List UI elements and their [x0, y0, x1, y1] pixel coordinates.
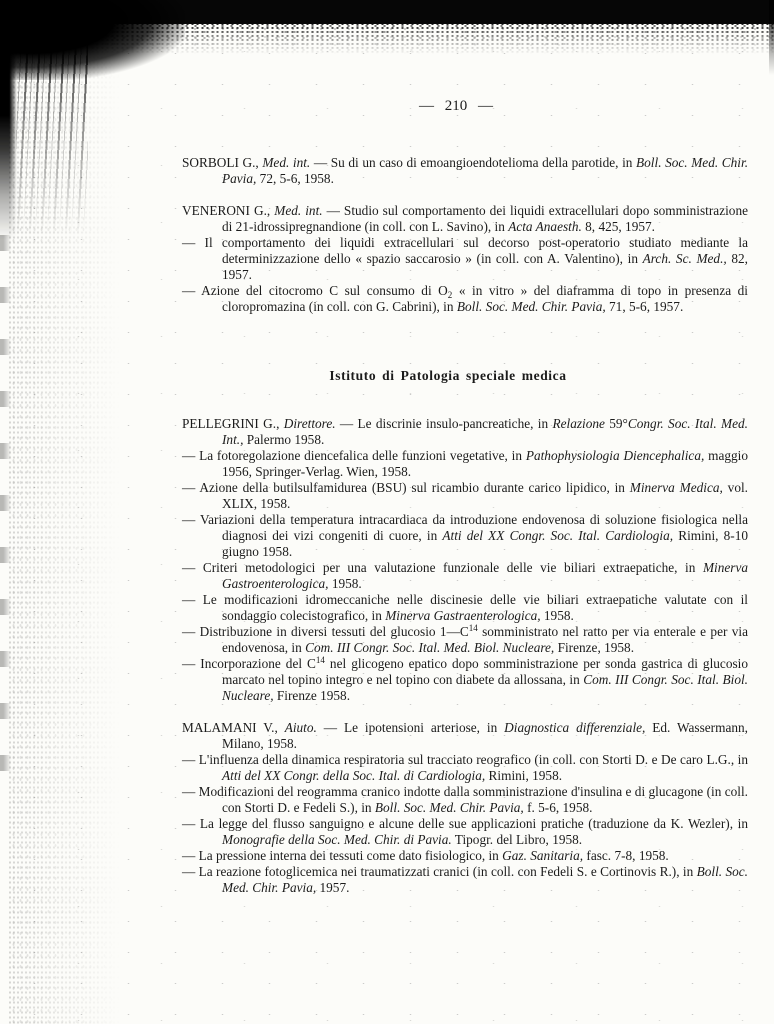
bibliography-entry [182, 283, 748, 315]
scan-right-edge-mark [769, 0, 774, 75]
bibliography-entry-author [182, 416, 748, 448]
entry-text: — Il comportamento dei liquidi extracellulari sul decorso post-operatorio studiato mediante la determinizzazione dello « spazio saccarosio » (in coll. con A. Valentino), in [182, 235, 748, 266]
publication-title: Minerva Gastroenterologica, [222, 560, 748, 591]
entry-text: 2 [447, 290, 453, 300]
publication-title: Gaz. Sanitaria, [502, 848, 584, 863]
entry-text: Ed. Wassermann, Milano, 1958. [222, 720, 748, 751]
entry-text: Palermo 1958. [243, 432, 325, 447]
publication-title: Boll. Soc. Med. Chir. Pavia, [222, 864, 748, 895]
entry-text: — Incorporazione del C [182, 656, 316, 671]
entry-text: — Studio sul comportamento dei liquidi extracellulari dopo somministrazione di 21-idrossipregnandione (in coll. con L. Savino), in [222, 203, 748, 234]
entry-text: 1957. [316, 880, 350, 895]
bibliography-entry [182, 592, 748, 624]
entry-text: — La fotoregolazione diencefalica delle funzioni vegetative, in [182, 448, 526, 463]
scan-left-edge-marks [0, 235, 11, 795]
entry-text: 1958. [540, 608, 574, 623]
entry-text: — Criteri metodologici per una valutazione funzionale delle vie biliari extraepatiche, in [182, 560, 703, 575]
bibliography-entry [182, 624, 748, 656]
entry-text: 8, 425, 1957. [581, 219, 655, 234]
entry-text: 14 [468, 623, 478, 633]
entry-text: — Su di un caso di emoangioendotelioma della parotide, in [310, 155, 637, 170]
bibliography-entry [182, 864, 748, 896]
bibliography-entry [182, 656, 748, 704]
entry-text: — Le modificazioni idromeccaniche nelle discinesie delle vie biliari extraepatiche valutate con il sondaggio colecistografico, in [182, 592, 748, 623]
entry-text: 59° [604, 416, 628, 431]
bibliography-entry [182, 448, 748, 480]
entry-text: — L'influenza della dinamica respiratoria sul tracciato reografico (in coll. con Storti D. e De caro L.G., in [182, 752, 748, 767]
entry-text: Rimini, 1958. [485, 768, 563, 783]
entry-text: — La reazione fotoglicemica nei traumatizzati cranici (in coll. con Fedeli S. e Cortinovis R.), in [182, 864, 697, 879]
bibliography-entry-author [182, 155, 748, 187]
entry-text: 71, 5-6, 1957. [605, 299, 684, 314]
entry-text: MALAMANI V., [182, 720, 285, 735]
entry-text: 72, 5-6, 1958. [256, 171, 334, 186]
entry-text: PELLEGRINI G., [182, 416, 284, 431]
publication-title: Med. int. [262, 155, 311, 170]
scan-left-strip [0, 0, 17, 240]
entry-text: — La legge del flusso sanguigno e alcune delle sue applicazioni pratiche (traduzione da K. Wezler), in [182, 816, 748, 831]
publication-title: Acta Anaesth. [508, 219, 582, 234]
entry-text: SORBOLI G., [182, 155, 263, 170]
entry-text: — Variazioni della temperatura intracardiaca da introduzione endovenosa di soluzione fisiologica nella diagnosi dei vizi congeniti di cuore, in [182, 512, 748, 543]
entry-text: — La pressione interna dei tessuti come dato fisiologico, in [182, 848, 503, 863]
publication-title: Congr. Soc. Ital. Med. Int., [222, 416, 748, 447]
entry-text: Tipogr. del Libro, 1958. [451, 832, 583, 847]
publication-title: Direttore. [283, 416, 336, 431]
entry-text: maggio 1956, Springer-Verlag. Wien, 1958. [222, 448, 748, 479]
bibliography-entry-author [182, 203, 748, 235]
publication-title: Pathophysiologia Diencephalica, [525, 448, 705, 463]
entry-text: nel glicogeno epatico dopo somministrazione per sonda gastrica di glucosio marcato nel topino integro e nel topino con diabete da allossana, in [222, 656, 748, 687]
entry-text: — Azione della butilsulfamidurea (BSU) sul ricambio durante carico lipidico, in [182, 480, 630, 495]
publication-title: Com. III Congr. Soc. Ital. Med. Biol. Nucleare, [305, 640, 555, 655]
publication-title: Minerva Medica, [629, 480, 723, 495]
bibliography-entry [182, 480, 748, 512]
scan-corner-artifact [0, 0, 185, 80]
bibliography-entry [182, 512, 748, 560]
scan-spine-bars [16, 20, 88, 235]
entry-text: fasc. 7-8, 1958. [583, 848, 669, 863]
bibliography-entry [182, 560, 748, 592]
publication-title: Relazione [552, 416, 605, 431]
page-number: — 210 — [419, 98, 493, 114]
section-heading: Istituto di Patologia speciale medica [329, 368, 567, 383]
scan-binding-speckle [8, 0, 123, 1024]
publication-title: Boll. Soc. Med. Chir. Pavia, [222, 155, 749, 186]
publication-title: Aiuto. [284, 720, 317, 735]
publication-title: Atti del XX Congr. Soc. Ital. Cardiologia, [442, 528, 674, 543]
entry-text: « in vitro » del diaframma di topo in presenza di cloropromazina (in coll. con G. Cabrini), in [222, 283, 749, 314]
publication-title: Diagnostica differenziale, [504, 720, 646, 735]
entry-text: — Distribuzione in diversi tessuti del glucosio 1—C [182, 624, 469, 639]
publication-title: Boll. Soc. Med. Chir. Pavia, [374, 800, 524, 815]
entry-text: — Le ipotensioni arteriose, in [316, 720, 505, 735]
bibliography-entry [182, 752, 748, 784]
entry-text: — Modificazioni del reogramma cranico indotte dalla somministrazione d'insulina e di glucagone (in coll. con Storti D. e Fedeli S.), in [182, 784, 748, 815]
bibliography-entry [182, 235, 748, 283]
scan-top-band [0, 0, 774, 24]
bibliography-entry [182, 848, 748, 864]
entry-text: — Azione del citocromo C sul consumo di O [182, 283, 448, 298]
publication-title: Boll. Soc. Med. Chir. Pavia, [456, 299, 606, 314]
publication-title: Monografie della Soc. Med. Chir. di Pavia. [222, 832, 452, 847]
scan-top-fringe [0, 22, 774, 56]
entry-text: — Le discrinie insulo-pancreatiche, in [335, 416, 553, 431]
publication-title: Minerva Gastraenterologica, [385, 608, 541, 623]
bibliography-list [182, 155, 748, 896]
entry-text: VENERONI G., [182, 203, 275, 218]
entry-text: 1958. [328, 576, 362, 591]
entry-text: Firenze 1958. [273, 688, 351, 703]
publication-title: Atti del XX Congr. della Soc. Ital. di Cardiologia, [222, 768, 486, 783]
bibliography-entry [182, 784, 748, 816]
publication-title: Arch. Sc. Med., [642, 251, 727, 266]
publication-title: Com. III Congr. Soc. Ital. Biol. Nucleare, [222, 672, 749, 703]
entry-text: 82, 1957. [222, 251, 748, 282]
entry-text: 14 [315, 655, 325, 665]
entry-text: vol. XLIX, 1958. [222, 480, 748, 511]
entry-text: Firenze, 1958. [554, 640, 635, 655]
bibliography-entry [182, 816, 748, 848]
entry-text: Rimini, 8-10 giugno 1958. [222, 528, 749, 559]
bibliography-entry-author [182, 720, 748, 752]
publication-title: Med. int. [274, 203, 323, 218]
entry-text: f. 5-6, 1958. [523, 800, 593, 815]
entry-text: somministrato nel ratto per via enterale e per via endovenosa, in [222, 624, 748, 655]
